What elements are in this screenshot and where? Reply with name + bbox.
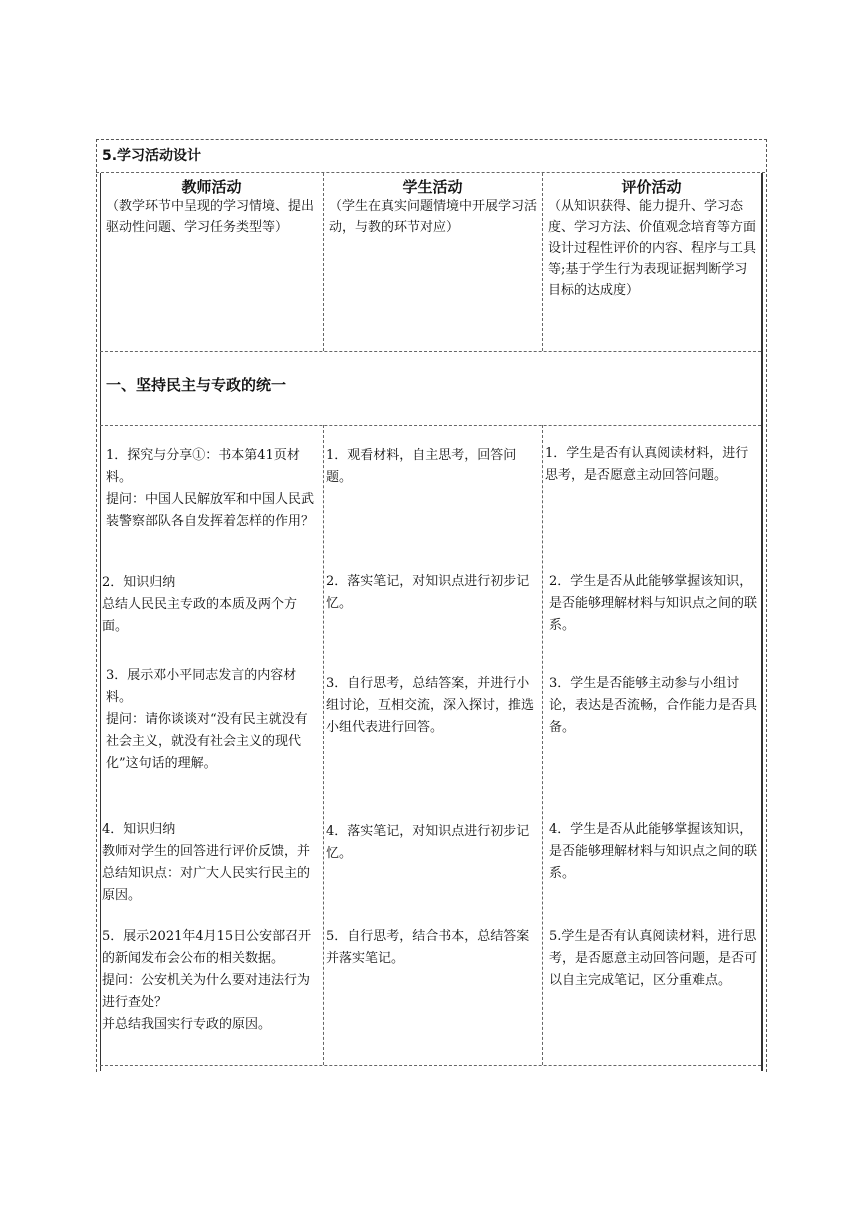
evaluation-cell [549,819,761,885]
section-title: 5.学习活动设计 [102,148,202,164]
column-divider [542,173,543,351]
evaluation-text: 3．学生是否能够主动参与小组讨论，表达是否流畅，合作能力是否具备。 [549,676,758,735]
column-divider [323,425,324,1065]
header-evaluation-title: 评价活动 [621,178,682,196]
evaluation-cell [545,443,759,487]
student-cell [326,571,538,615]
teacher-cell [102,926,320,1036]
teacher-text: 提问：中国人民解放军和中国人民武装警察部队各自发挥着怎样的作用？ [106,492,315,529]
teacher-text: 提问：请你谈谈对“没有民主就没有社会主义，就没有社会主义的现代化”这句话的理解。 [106,712,308,771]
header-teacher-desc: （教学环节中呈现的学习情境、提出驱动性问题、学习任务类型等） [106,199,315,235]
evaluation-text: 4．学生是否从此能够掌握该知识，是否能够理解材料与知识点之间的联系。 [549,822,758,881]
evaluation-cell [549,926,761,992]
divider [96,172,765,173]
student-text: 4．落实笔记，对知识点进行初步记忆。 [326,824,530,861]
row-divider [100,1065,761,1066]
teacher-cell [102,819,318,907]
column-divider [542,425,543,1065]
teacher-cell [102,572,316,638]
teacher-text: 2．知识归纳 [102,575,176,590]
column-divider [323,173,324,351]
student-text: 2．落实笔记，对知识点进行初步记忆。 [326,574,530,611]
teacher-cell [106,665,320,775]
student-text: 1．观看材料，自主思考，回答问题。 [326,448,517,485]
table-right-border [761,173,763,1071]
evaluation-cell [549,571,759,637]
part-title: 一、坚持民主与专政的统一 [106,376,287,394]
teacher-text: 5．展示2021年4月15日公安部召开的新闻发布会公布的相关数据。 [102,929,312,966]
student-text: 3．自行思考，总结答案，并进行小组讨论，互相交流，深入探讨，推选小组代表进行回答。 [326,676,535,735]
teacher-text: 总结人民民主专政的本质及两个方面。 [102,597,298,634]
teacher-text: 4．知识归纳 [102,822,176,837]
header-teacher-title: 教师活动 [181,178,242,196]
row-divider [100,425,761,426]
teacher-text: 1．探究与分享①：书本第41页材料。 [106,448,300,485]
student-cell [326,673,540,739]
evaluation-text: 2．学生是否从此能够掌握该知识，是否能够理解材料与知识点之间的联系。 [549,574,758,633]
evaluation-cell [549,673,761,739]
teacher-text: 教师对学生的回答进行评价反馈，并总结知识点：对广大人民实行民主的原因。 [102,844,311,903]
evaluation-text: 5.学生是否有认真阅读材料，进行思考，是否愿意主动回答问题，是否可以自主完成笔记，区分重难点。 [549,929,758,988]
teacher-text: 提问：公安机关为什么要对违法行为进行查处？ [102,973,311,1010]
teacher-text: 3．展示邓小平同志发言的内容材料。 [106,668,297,705]
row-divider [100,351,761,352]
teacher-cell [106,445,320,533]
header-student-desc: （学生在真实问题情境中开展学习活动，与教的环节对应） [329,199,538,235]
student-cell [326,445,538,489]
student-cell [326,926,540,970]
evaluation-text: 1．学生是否有认真阅读材料，进行思考，是否愿意主动回答问题。 [545,446,749,483]
header-evaluation-desc: （从知识获得、能力提升、学习态度、学习方法、价值观念培育等方面设计过程性评价的内容、程序与工具等;基于学生行为表现证据判断学习目标的达成度） [548,199,757,298]
table-left-border [100,173,101,1071]
student-cell [326,821,540,865]
teacher-text: 并总结我国实行专政的原因。 [102,1017,272,1032]
header-student-title: 学生活动 [402,178,463,196]
student-text: 5．自行思考，结合书本，总结答案并落实笔记。 [326,929,530,966]
